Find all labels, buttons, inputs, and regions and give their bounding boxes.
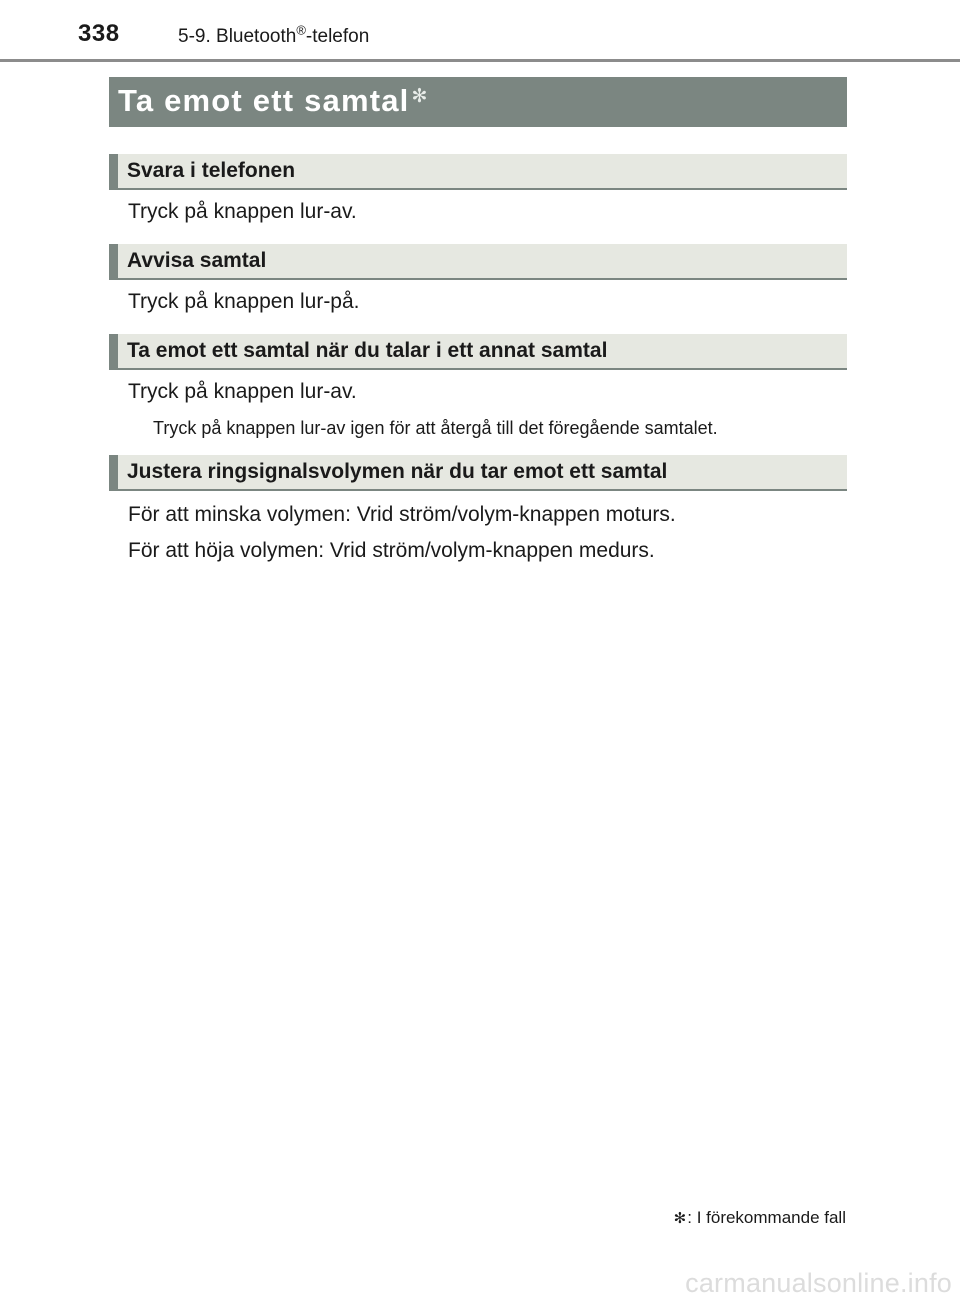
subheading-text: Svara i telefonen <box>127 159 296 182</box>
main-title <box>118 83 429 119</box>
main-title-bar <box>109 77 847 127</box>
note-text: Tryck på knappen lur-av igen för att återgå till det föregående samtalet. <box>153 418 718 438</box>
asterisk-icon: ✻ <box>673 1210 687 1227</box>
subheading-text: Ta emot ett samtal när du talar i ett annat samtal <box>127 339 608 362</box>
subheading-answer-phone <box>109 154 847 190</box>
subheading-ring-volume <box>109 455 847 491</box>
footnote <box>674 1208 846 1228</box>
main-title-text: Ta emot ett samtal <box>118 83 410 118</box>
instruction-text: Tryck på knappen lur-av. <box>128 380 357 403</box>
instruction-text: Tryck på knappen lur-på. <box>128 290 360 313</box>
page-header <box>0 0 960 62</box>
footnote-text: : I förekommande fall <box>687 1208 846 1227</box>
instruction-text: För att höja volymen: Vrid ström/volym-knappen medurs. <box>128 539 655 562</box>
section-title-prefix: 5-9. Bluetooth <box>178 26 297 47</box>
instruction-text: Tryck på knappen lur-av. <box>128 200 357 223</box>
asterisk-icon: ✻ <box>411 86 429 107</box>
section-title-suffix: -telefon <box>305 26 370 47</box>
section-title <box>178 22 370 48</box>
registered-mark: ® <box>296 22 306 38</box>
subheading-text: Justera ringsignalsvolymen när du tar emot ett samtal <box>127 460 668 483</box>
subheading-text: Avvisa samtal <box>127 249 267 272</box>
subheading-reject-call <box>109 244 847 280</box>
page-number: 338 <box>78 20 120 47</box>
instruction-text: För att minska volymen: Vrid ström/volym-knappen moturs. <box>128 503 676 526</box>
watermark: carmanualsonline.info <box>685 1268 952 1298</box>
subheading-call-waiting <box>109 334 847 370</box>
